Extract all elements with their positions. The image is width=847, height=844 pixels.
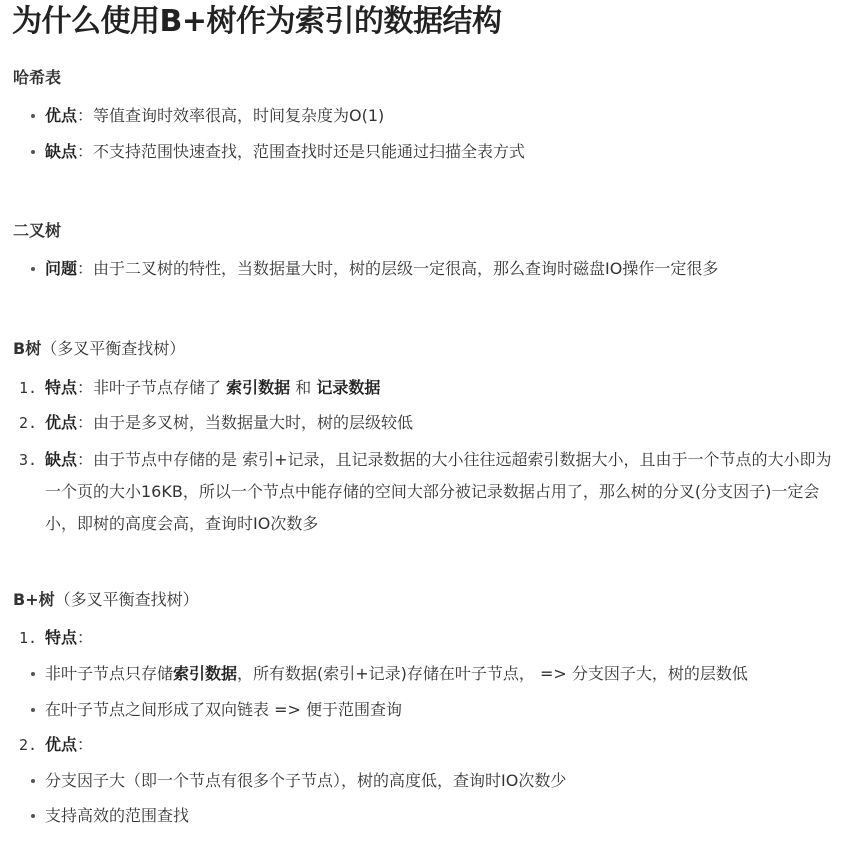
bullet-icon (29, 769, 43, 793)
section-heading-hash: 哈希表 (13, 68, 62, 87)
item-number: 1. (19, 629, 38, 647)
item-number: 2. (19, 414, 38, 432)
item-number: 1. (19, 379, 38, 397)
item-label: 优点 (45, 413, 78, 432)
item-text: 分支因子大（即一个节点有很多个子节点），树的高度低，查询时IO次数少 (45, 771, 567, 790)
item-text: 在叶子节点之间形成了双向链表 => 便于范围查询 (45, 700, 402, 719)
bullet-icon (29, 662, 43, 686)
section-heading-btree: B树（多叉平衡查找树） (13, 339, 186, 358)
item-label: 缺点 (45, 450, 78, 469)
item-text: 不支持范围快速查找，范围查找时还是只能通过扫描全表方式 (93, 142, 526, 161)
item-text: 支持高效的范围查找 (45, 806, 190, 825)
bullet-icon (29, 804, 43, 828)
item-label: 特点 (45, 378, 78, 397)
page-title: 为什么使用B+树作为索引的数据结构 (12, 4, 502, 39)
item-label: 特点 (45, 628, 78, 647)
item-text: 等值查询时效率很高，时间复杂度为O(1) (93, 106, 385, 125)
section-heading-bplus: B+树（多叉平衡查找树） (13, 590, 199, 609)
section-heading-bst: 二叉树 (13, 221, 62, 240)
item-label: 缺点 (45, 142, 78, 161)
item-number: 2. (19, 736, 38, 754)
bullet-icon (29, 104, 43, 128)
bullet-icon (29, 257, 43, 281)
item-text: 由于节点中存储的是 索引+记录，且记录数据的大小往往远超索引数据大小，且由于一个节点的大小即为一个页的大小16KB，所以一个节点中能存储的空间大部分被记录数据占用了，那么树的分叉(分支因子)一定会小，即树的高度会高，查询时IO次数多 (45, 450, 832, 533)
bullet-icon (29, 140, 43, 164)
bullet-icon (29, 698, 43, 722)
item-text: 由于二叉树的特性，当数据量大时，树的层级一定很高，那么查询时磁盘IO操作一定很多 (93, 259, 719, 278)
item-text: 由于是多叉树，当数据量大时，树的层级较低 (93, 413, 414, 432)
item-label: 优点 (45, 735, 78, 754)
item-label: 优点 (45, 106, 78, 125)
item-label: 问题 (45, 259, 78, 278)
item-number: 3. (19, 451, 38, 469)
